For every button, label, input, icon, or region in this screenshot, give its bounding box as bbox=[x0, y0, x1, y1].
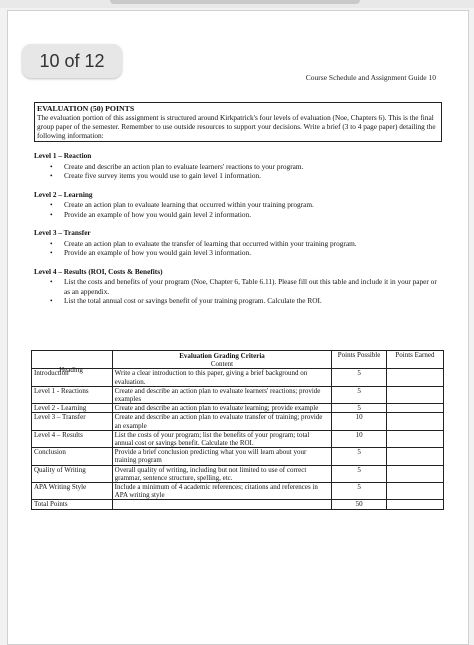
row-heading: Conclusion bbox=[32, 448, 113, 465]
level-1-section bbox=[34, 151, 442, 181]
document-body bbox=[34, 102, 442, 306]
row-earned[interactable] bbox=[386, 465, 443, 482]
row-points: 50 bbox=[332, 500, 387, 509]
table-row bbox=[32, 448, 444, 465]
row-earned[interactable] bbox=[386, 369, 443, 386]
table-caption-text: Evaluation Grading Criteria bbox=[179, 352, 265, 360]
table-caption bbox=[112, 351, 332, 369]
column-header-heading: Heading bbox=[59, 366, 83, 374]
column-header-earned: Points Earned bbox=[386, 351, 443, 369]
row-heading: Total Points bbox=[32, 500, 113, 509]
row-points: 5 bbox=[332, 386, 387, 403]
row-points: 5 bbox=[332, 404, 387, 413]
row-content: Write a clear introduction to this paper, giving a brief background on evaluation. bbox=[112, 369, 332, 386]
row-content: Create and describe an action plan to evaluate learners' reactions; provide examples bbox=[112, 386, 332, 403]
row-heading: Level 3 – Transfer bbox=[32, 413, 113, 430]
row-content: Overall quality of writing, including but not limited to use of correct grammar, sentence structure, spelling, etc. bbox=[112, 465, 332, 482]
row-points: 10 bbox=[332, 413, 387, 430]
table-row bbox=[32, 386, 444, 403]
row-earned[interactable] bbox=[386, 448, 443, 465]
row-points: 5 bbox=[332, 448, 387, 465]
level-bullet: • Create an action plan to evaluate the transfer of learning that occurred within your training program. bbox=[64, 239, 442, 249]
row-content: Create and describe an action plan to evaluate transfer of training; provide an example bbox=[112, 413, 332, 430]
row-points: 5 bbox=[332, 483, 387, 500]
row-points: 10 bbox=[332, 430, 387, 447]
level-bullet: • List the total annual cost or savings benefit of your training program. Calculate the ROI. bbox=[64, 296, 442, 306]
row-heading: Level 2 - Learning bbox=[32, 404, 113, 413]
row-heading: APA Writing Style bbox=[32, 483, 113, 500]
top-strip bbox=[0, 0, 474, 8]
level-title: Level 3 – Transfer bbox=[34, 228, 91, 237]
evaluation-title: EVALUATION (50) POINTS bbox=[37, 104, 135, 113]
page-header-text: Course Schedule and Assignment Guide 10 bbox=[305, 73, 436, 82]
level-title: Level 2 – Learning bbox=[34, 189, 93, 199]
row-earned[interactable] bbox=[386, 430, 443, 447]
row-earned[interactable] bbox=[386, 404, 443, 413]
table-row bbox=[32, 465, 444, 482]
column-header-possible: Points Possible bbox=[332, 351, 387, 369]
page-indicator: 10 of 12 bbox=[22, 44, 122, 78]
level-4-section bbox=[34, 267, 442, 306]
row-points: 5 bbox=[332, 369, 387, 386]
level-bullet: • Create and describe an action plan to evaluate learners' reactions to your program. bbox=[64, 162, 442, 172]
row-content: List the costs of your program; list the benefits of your program; total annual cost or savings benefit. Calculate the ROI. bbox=[112, 430, 332, 447]
row-earned[interactable] bbox=[386, 386, 443, 403]
table-body bbox=[32, 369, 444, 509]
level-2-section bbox=[34, 190, 442, 220]
level-bullet: • Create an action plan to evaluate learning that occurred within your training program. bbox=[64, 200, 442, 210]
table-row bbox=[32, 430, 444, 447]
level-bullet: • List the costs and benefits of your program (Noe, Chapter 6, Table 6.11). Please fill out this table and include it in your paper or as an appendix. bbox=[64, 277, 442, 296]
evaluation-intro: The evaluation portion of this assignment is structured around Kirkpatrick's four levels of evaluation (Noe, Chapters 6). This is the final group paper of the semester. Remember to use outside resources to support your decisions. Write a brief (3 to 4 page paper) detailing the following information: bbox=[37, 113, 436, 140]
table-row-total bbox=[32, 500, 444, 509]
row-earned[interactable] bbox=[386, 483, 443, 500]
level-3-section bbox=[34, 228, 442, 258]
row-heading: Level 1 - Reactions bbox=[32, 386, 113, 403]
row-heading: Level 4 – Results bbox=[32, 430, 113, 447]
row-content: Provide a brief conclusion predicting what you will learn about your training program bbox=[112, 448, 332, 465]
table-row bbox=[32, 404, 444, 413]
table-row bbox=[32, 483, 444, 500]
level-bullet: • Provide an example of how you would gain level 2 information. bbox=[64, 210, 442, 220]
top-cut-edge bbox=[110, 0, 360, 4]
row-heading: Quality of Writing bbox=[32, 465, 113, 482]
row-content: Create and describe an action plan to evaluate learning; provide example bbox=[112, 404, 332, 413]
column-header-content: Content bbox=[210, 360, 234, 369]
row-content bbox=[112, 500, 332, 509]
row-content: Include a minimum of 4 academic references; citations and references in APA writing style bbox=[112, 483, 332, 500]
evaluation-box bbox=[34, 102, 442, 142]
row-points: 5 bbox=[332, 465, 387, 482]
row-earned[interactable] bbox=[386, 500, 443, 509]
level-bullet: • Provide an example of how you would gain level 3 information. bbox=[64, 248, 442, 258]
level-title: Level 4 – Results (ROI, Costs & Benefits) bbox=[34, 266, 163, 276]
row-earned[interactable] bbox=[386, 413, 443, 430]
row-heading: Introduction bbox=[32, 369, 113, 386]
level-title: Level 1 – Reaction bbox=[34, 151, 92, 160]
level-bullet: • Create five survey items you would use to gain level 1 information. bbox=[64, 171, 442, 181]
table-row bbox=[32, 413, 444, 430]
